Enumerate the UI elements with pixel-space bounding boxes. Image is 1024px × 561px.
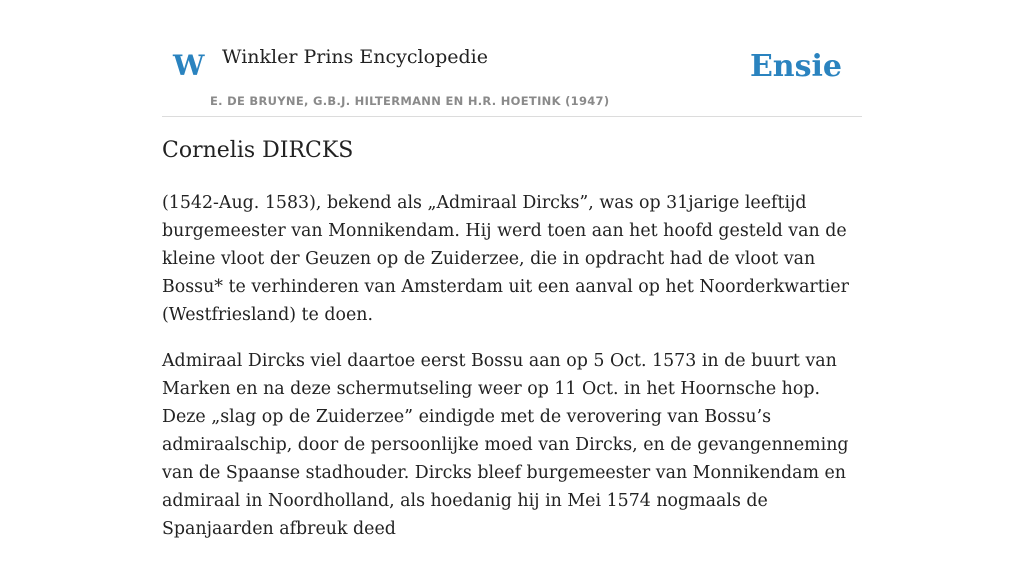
article-paragraph: (1542-Aug. 1583), bekend als „Admiraal Dircks”, was op 31jarige leeftijd burgemeester van Monnikendam. Hij werd toen aan het hoofd gesteld van de kleine vloot der Geuzen op de Zuiderzee, die in opdracht had de vloot van Bossu* te verhinderen van Amsterdam uit een aanval op het Noorderkwartier (Westfriesland) te doen.	[162, 192, 849, 325]
site-header	[162, 0, 862, 117]
article	[162, 136, 862, 561]
article-title: Cornelis DIRCKS	[162, 138, 354, 163]
article-paragraph: Admiraal Dircks viel daartoe eerst Bossu aan op 5 Oct. 1573 in de buurt van Marken en na deze schermutseling weer op 11 Oct. in het Hoornsche hop. Deze „slag op de Zuiderzee” eindigde met de verovering van Bossu’s admiraalschip, door de persoonlijke moed van Dircks, en de gevangenneming van de Spaanse stadhouder. Dircks bleef burgemeester van Monnikendam en admiraal in Noordholland, als hoedanig hij in Mei 1574 nogmaals de Spanjaarden afbreuk deed	[162, 350, 849, 539]
ensie-logo[interactable]: Ensie	[749, 49, 842, 84]
site-title[interactable]: Winkler Prins Encyclopedie	[222, 46, 488, 68]
authors-line: E. DE BRUYNE, G.B.J. HILTERMANN EN H.R. HOETINK (1947)	[210, 94, 610, 108]
winkler-prins-logo[interactable]: W	[173, 49, 205, 82]
